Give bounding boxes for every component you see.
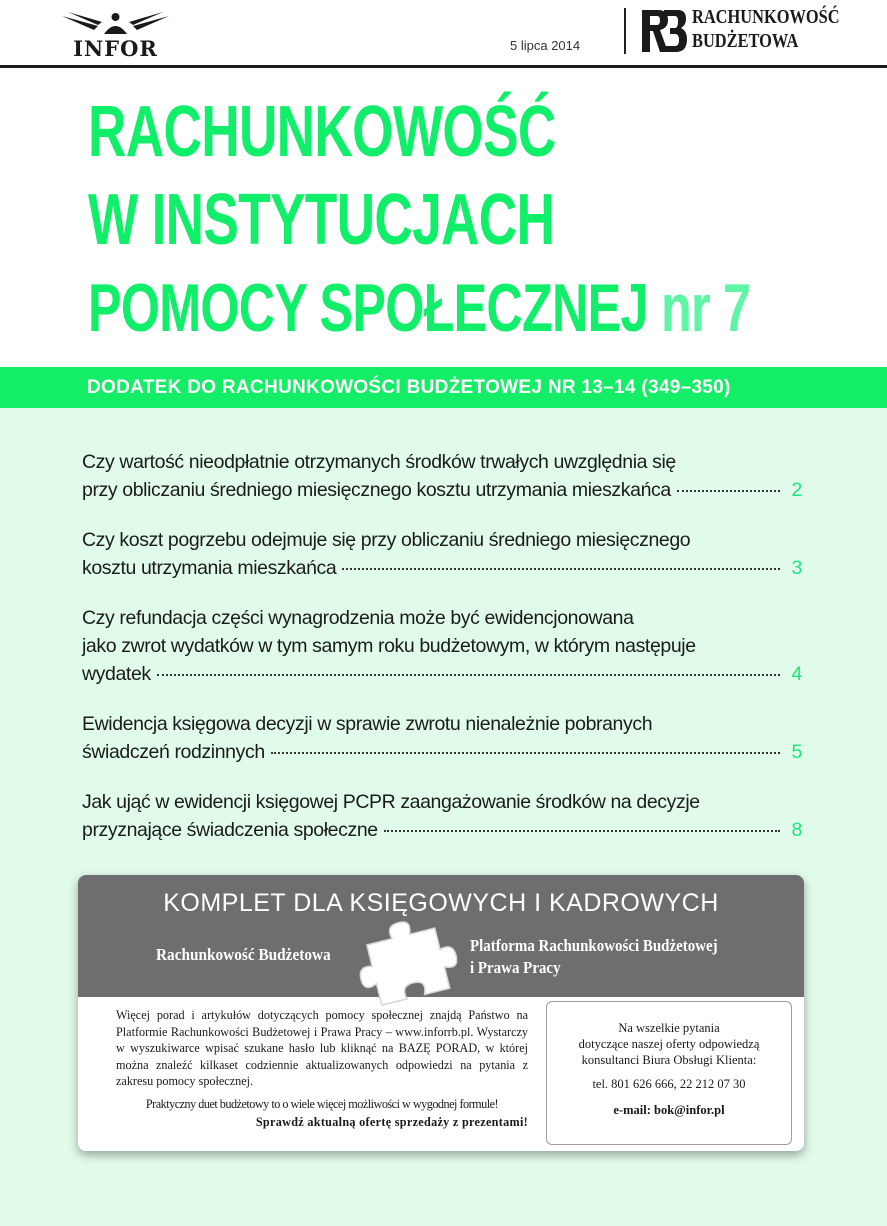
toc-page-number: 2 [791, 479, 802, 501]
header-divider [624, 8, 626, 54]
promo-product-left: Rachunkowość Budżetowa [156, 945, 331, 964]
rb-monogram-icon [640, 6, 688, 56]
issue-number: nr 7 [660, 270, 751, 346]
infor-bird-icon [58, 10, 173, 36]
toc-entry[interactable]: Ewidencja księgowa decyzji w sprawie zwrotu nienależnie pobranych świadczeń rodzinnych 5 [82, 710, 802, 766]
promo-product-right: Platforma Rachunkowości Budżetowej i Prawa Pracy [470, 936, 718, 977]
infor-wordmark: INFOR [73, 36, 158, 61]
promo-header [78, 875, 804, 997]
supplement-band [0, 367, 887, 408]
promo-title: KOMPLET DLA KSIĘGOWYCH I KADROWYCH [163, 889, 719, 917]
leader-dots [271, 752, 780, 754]
leader-dots [384, 830, 780, 832]
promo-tagline: Praktyczny duet budżetowy to o wiele więcej możliwości w wygodnej formule! [145, 1096, 499, 1111]
toc-entry[interactable]: Czy refundacja części wynagrodzenia może być ewidencjonowana jako zwrot wydatków w tym samym roku budżetowym, w którym następuje wydatek 4 [82, 604, 802, 688]
rachunkowosc-budzetowa-logo: RACHUNKOWOŚĆ BUDŻETOWA [692, 6, 840, 52]
toc-page-number: 8 [791, 819, 802, 841]
promo-cta[interactable]: Sprawdź aktualną ofertę sprzedaży z prezentami! [255, 1115, 528, 1129]
title-line-2: W INSTYTUCJACH [88, 180, 555, 260]
supplement-band-text: DODATEK DO RACHUNKOWOŚCI BUDŻETOWEJ NR 13–14 (349–350) [87, 377, 731, 398]
leader-dots [342, 568, 780, 570]
publication-title [88, 88, 750, 352]
issue-date: 5 lipca 2014 [510, 38, 581, 53]
contact-phone[interactable]: tel. 801 626 666, 22 212 07 30 [592, 1077, 746, 1091]
header-rule [0, 65, 887, 68]
leader-dots [677, 490, 780, 492]
toc-entry[interactable]: Jak ująć w ewidencji księgowej PCPR zaangażowanie środków na decyzje przyznające świadczenia społeczne 8 [82, 788, 802, 844]
title-line-3: POMOCY SPOŁECZNEJ nr 7 [88, 270, 751, 346]
toc-entry[interactable]: Czy koszt pogrzebu odejmuje się przy obliczaniu średniego miesięcznego kosztu utrzymania mieszkańca 3 [82, 526, 802, 582]
table-of-contents [82, 448, 802, 866]
contact-box: Na wszelkie pytania dotyczące naszej oferty odpowiedzą konsultanci Biura Obsługi Klienta: tel. 801 626 666, 22 212 07 30 e-mail: bok@infor.pl [546, 1001, 792, 1145]
toc-page-number: 4 [791, 663, 802, 685]
toc-page-number: 5 [791, 741, 802, 763]
title-line-1: RACHUNKOWOŚĆ [88, 92, 556, 172]
toc-entry[interactable]: Czy wartość nieodpłatnie otrzymanych środków trwałych uwzględnia się przy obliczaniu średniego miesięcznego kosztu utrzymania mieszkańca 2 [82, 448, 802, 504]
promo-box [78, 875, 804, 1151]
puzzle-piece-icon [350, 913, 470, 1009]
infor-logo [58, 10, 173, 60]
leader-dots [157, 674, 780, 676]
promo-description: Więcej porad i artykułów dotyczących pomocy społecznej znajdą Państwo na Platformie Rachunkowości Budżetowej i Prawa Pracy – www.inforrb.pl. Wystarczy w wyszukiwarce wpisać szukane hasło lub kliknąć na BAZĘ PORAD, w której można znaleźć kilkaset codziennie aktualizowanych odpowiedzi na pytania z zakresu pomocy społecznej. Praktyczny duet budżetowy to o wiele więcej możliwości w wygodnej formule! Sprawdź aktualną ofertę sprzedaży z prezentami! [116, 1008, 528, 1129]
toc-page-number: 3 [791, 557, 802, 579]
contact-email[interactable]: e-mail: bok@infor.pl [613, 1103, 725, 1117]
